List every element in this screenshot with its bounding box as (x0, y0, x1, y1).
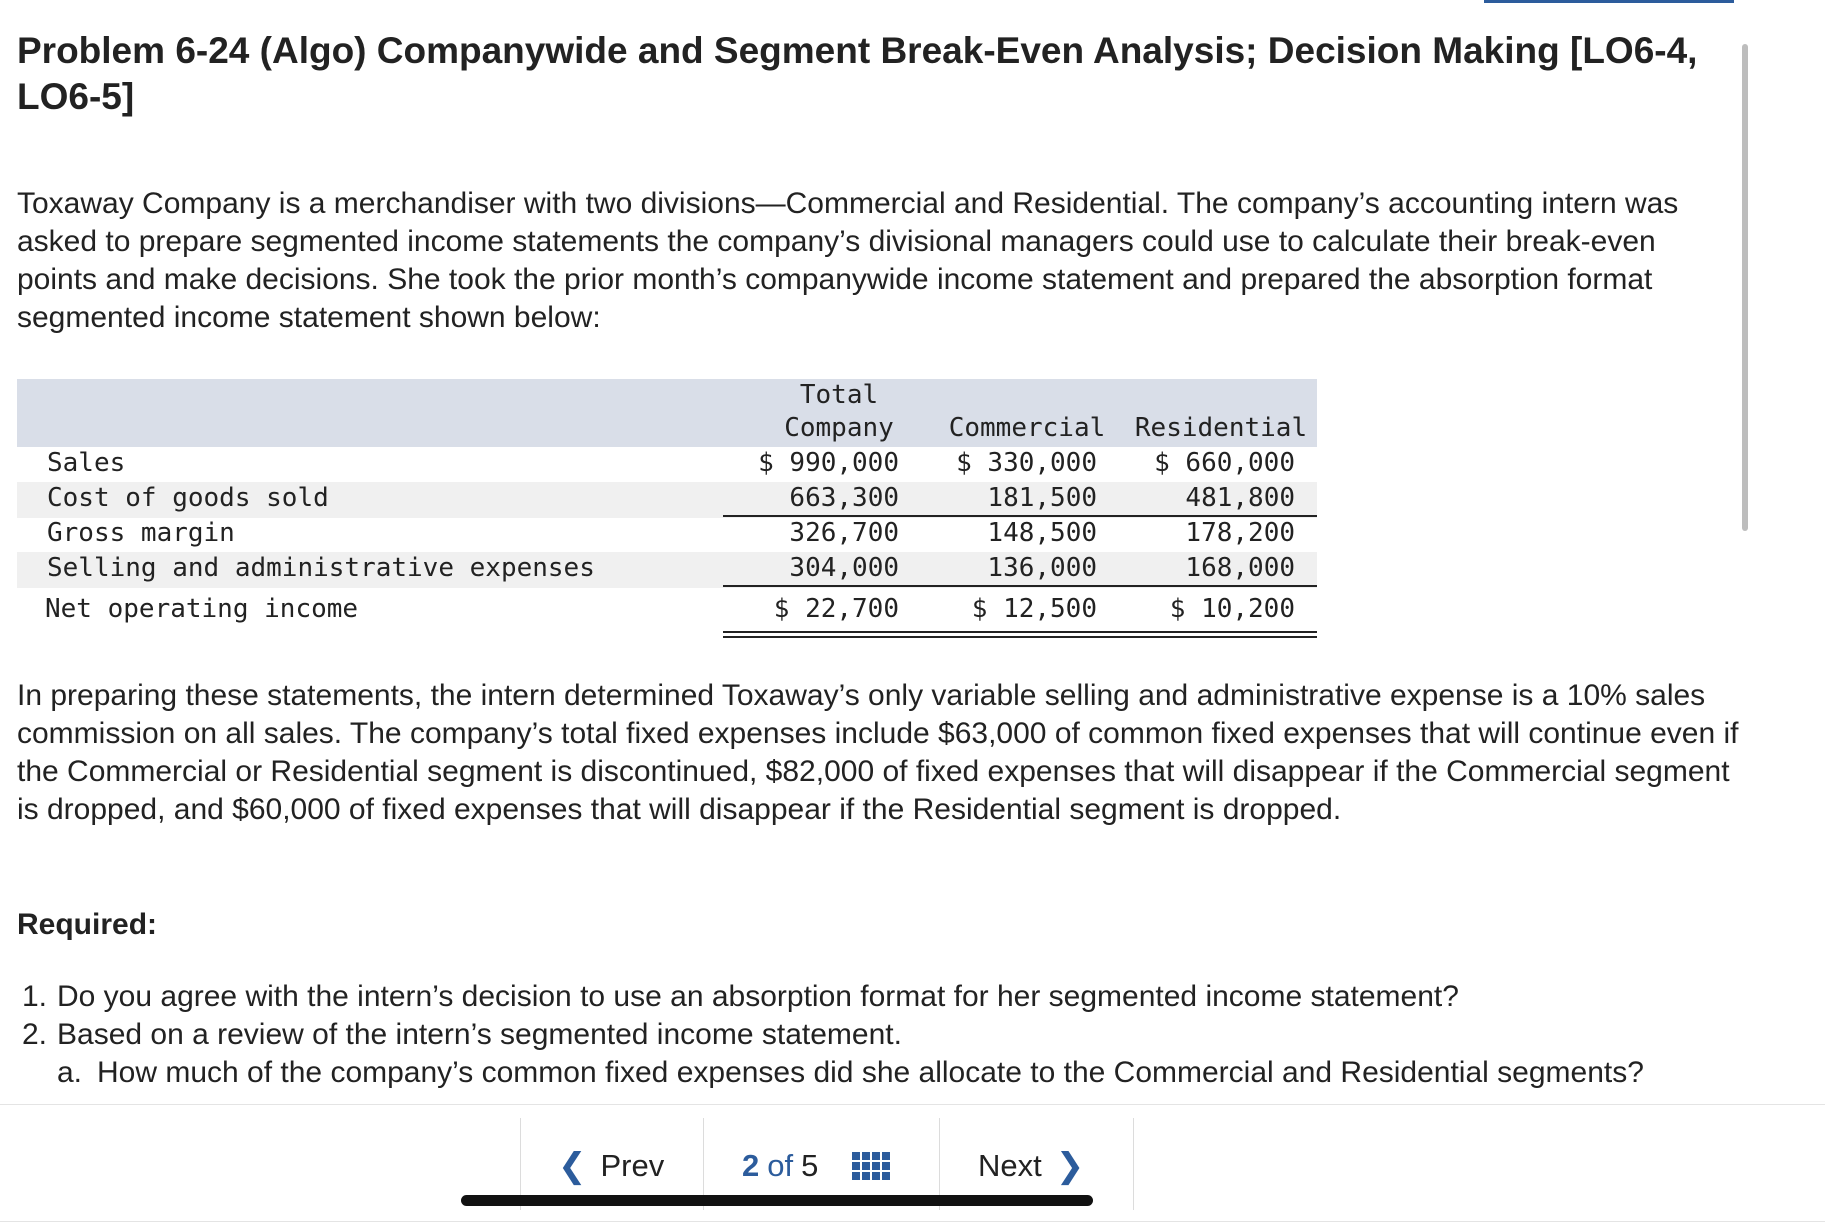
header-residential: Residential (1134, 413, 1308, 443)
subtotal-rule (723, 585, 1317, 587)
question-2 (17, 1016, 1742, 1054)
question-number: 2. (22, 1018, 48, 1051)
row-label-sales: Sales (47, 448, 126, 478)
sales-residential: $ 660,000 (1154, 448, 1295, 478)
top-accent-bar (1484, 0, 1734, 3)
table-header-band (17, 379, 1317, 447)
chevron-left-icon: ❮ (558, 1147, 587, 1185)
row-label-selling-admin: Selling and administrative expenses (47, 553, 595, 583)
required-heading: Required: (17, 908, 158, 941)
next-button[interactable] (978, 1148, 1084, 1184)
header-total-line2: Company (784, 413, 894, 443)
problem-title: Problem 6-24 (Algo) Companywide and Segment Break-Even Analysis; Decision Making [LO6-4, LO6-5] (17, 30, 1698, 117)
home-indicator (461, 1195, 1093, 1206)
header-commercial: Commercial (948, 413, 1106, 443)
current-page: 2 (742, 1148, 760, 1183)
row-label-net-operating-income: Net operating income (45, 594, 359, 624)
double-rule-top (723, 631, 1317, 633)
gross-margin-commercial: 148,500 (987, 518, 1097, 548)
cogs-commercial: 181,500 (987, 483, 1097, 513)
question-text: Based on a review of the intern’s segmented income statement. (57, 1018, 902, 1051)
header-total-line1: Total (799, 380, 879, 410)
nav-divider (1133, 1118, 1134, 1210)
total-pages: 5 (801, 1148, 819, 1183)
bottom-divider (0, 1221, 1825, 1222)
segmented-income-statement (17, 379, 1317, 639)
double-rule-bottom (723, 636, 1317, 638)
selling-admin-total: 304,000 (789, 553, 899, 583)
cogs-total: 663,300 (789, 483, 899, 513)
net-income-total: $ 22,700 (773, 594, 899, 624)
net-income-residential: $ 10,200 (1169, 594, 1295, 624)
question-number: 1. (22, 980, 48, 1013)
sales-commercial: $ 330,000 (956, 448, 1097, 478)
question-1 (17, 978, 1742, 1016)
next-label: Next (978, 1148, 1042, 1183)
of-label: of (767, 1148, 794, 1183)
row-label-cogs: Cost of goods sold (47, 483, 329, 513)
sales-total: $ 990,000 (758, 448, 899, 478)
cogs-residential: 481,800 (1185, 483, 1295, 513)
gross-margin-total: 326,700 (789, 518, 899, 548)
requirements-list (17, 978, 1742, 1092)
chevron-right-icon: ❯ (1055, 1147, 1085, 1185)
question-2a (17, 1054, 1742, 1092)
details-paragraph: In preparing these statements, the intern determined Toxaway’s only variable selling and administrative expense is a 10% sales commission on all sales. The company’s total fixed expenses include $63,000 of common fixed expenses that will continue even if the Commercial or Residential segment is discontinued, $82,000 of fixed expenses that will disappear if the Commercial segment is dropped, and $60,000 of fixed expenses that will disappear if the Residential segment is dropped. (17, 679, 1739, 826)
selling-admin-commercial: 136,000 (987, 553, 1097, 583)
question-text: How much of the company’s common fixed expenses did she allocate to the Commercial and Residential segments? (97, 1056, 1644, 1089)
question-text: Do you agree with the intern’s decision to use an absorption format for her segmented income statement? (57, 980, 1459, 1013)
prev-button[interactable] (558, 1148, 664, 1184)
net-income-commercial: $ 12,500 (971, 594, 1097, 624)
grid-icon[interactable] (852, 1152, 890, 1180)
gross-margin-residential: 178,200 (1185, 518, 1295, 548)
row-label-gross-margin: Gross margin (47, 518, 235, 548)
question-number: a. (57, 1056, 83, 1089)
intro-paragraph: Toxaway Company is a merchandiser with two divisions—Commercial and Residential. The company’s accounting intern was asked to prepare segmented income statements the company’s divisional managers could use to calculate their break-even points and make decisions. She took the prior month’s companywide income statement and prepared the absorption format segmented income statement shown below: (17, 187, 1679, 334)
prev-label: Prev (600, 1148, 665, 1183)
bottom-navigation-bar (0, 1104, 1825, 1224)
page-indicator[interactable] (742, 1148, 890, 1184)
selling-admin-residential: 168,000 (1185, 553, 1295, 583)
